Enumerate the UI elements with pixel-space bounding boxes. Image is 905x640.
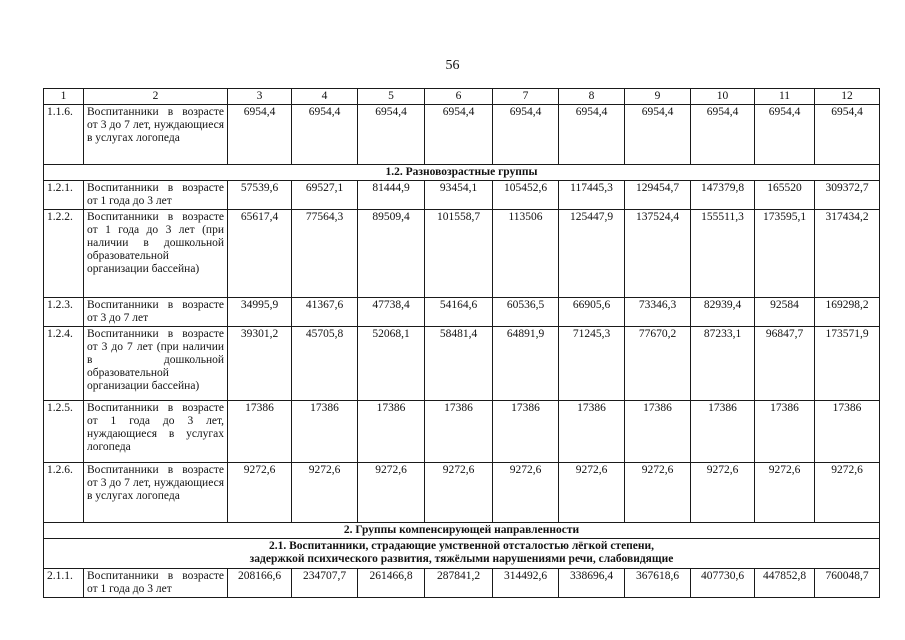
section-title-line: задержкой психического развития, тяжёлыми нарушениями речи, слабовидящие [249, 553, 674, 565]
table-row [44, 569, 880, 598]
value-cell: 66905,6 [559, 298, 625, 327]
value-cell: 173571,9 [815, 327, 880, 401]
value-cell: 60536,5 [493, 298, 559, 327]
row-description: Воспитанники в возрасте от 3 до 7 лет, нуждающиеся в услугах логопеда [84, 463, 228, 523]
table-row [44, 210, 880, 298]
value-cell: 39301,2 [228, 327, 292, 401]
section-header-row [44, 165, 880, 181]
value-cell: 77564,3 [292, 210, 358, 298]
value-cell: 129454,7 [625, 181, 691, 210]
value-cell: 96847,7 [755, 327, 815, 401]
value-cell: 45705,8 [292, 327, 358, 401]
value-cell: 73346,3 [625, 298, 691, 327]
section-title-line: 1.2. Разновозрастные группы [385, 166, 538, 178]
value-cell: 9272,6 [228, 463, 292, 523]
section-title-line: 2.1. Воспитанники, страдающие умственной отсталостью лёгкой степени, [268, 540, 655, 552]
value-cell: 317434,2 [815, 210, 880, 298]
row-description: Воспитанники в возрасте от 3 до 7 лет (при наличии в дошкольной образовательной организации бассейна) [84, 327, 228, 401]
value-cell: 17386 [292, 401, 358, 463]
value-cell: 6954,4 [358, 105, 425, 165]
value-cell: 125447,9 [559, 210, 625, 298]
value-cell: 208166,6 [228, 569, 292, 598]
value-cell: 173595,1 [755, 210, 815, 298]
value-cell: 17386 [559, 401, 625, 463]
row-description: Воспитанники в возрасте от 3 до 7 лет, нуждающиеся в услугах логопеда [84, 105, 228, 165]
section-title [44, 165, 880, 181]
value-cell: 6954,4 [691, 105, 755, 165]
value-cell: 169298,2 [815, 298, 880, 327]
value-cell: 287841,2 [425, 569, 493, 598]
value-cell: 147379,8 [691, 181, 755, 210]
value-cell: 165520 [755, 181, 815, 210]
value-cell: 17386 [493, 401, 559, 463]
section-title [44, 539, 880, 569]
column-header: 1 [44, 89, 84, 105]
value-cell: 9272,6 [755, 463, 815, 523]
value-cell: 407730,6 [691, 569, 755, 598]
table-row [44, 181, 880, 210]
row-number: 1.2.3. [44, 298, 84, 327]
value-cell: 9272,6 [292, 463, 358, 523]
value-cell: 81444,9 [358, 181, 425, 210]
value-cell: 65617,4 [228, 210, 292, 298]
value-cell: 71245,3 [559, 327, 625, 401]
value-cell: 314492,6 [493, 569, 559, 598]
value-cell: 77670,2 [625, 327, 691, 401]
value-cell: 137524,4 [625, 210, 691, 298]
value-cell: 17386 [228, 401, 292, 463]
section-header-row [44, 523, 880, 539]
value-cell: 105452,6 [493, 181, 559, 210]
value-cell: 117445,3 [559, 181, 625, 210]
value-cell: 9272,6 [625, 463, 691, 523]
column-header: 8 [559, 89, 625, 105]
value-cell: 69527,1 [292, 181, 358, 210]
row-description: Воспитанники в возрасте от 1 года до 3 лет [84, 569, 228, 598]
value-cell: 17386 [425, 401, 493, 463]
value-cell: 64891,9 [493, 327, 559, 401]
value-cell: 9272,6 [691, 463, 755, 523]
value-cell: 41367,6 [292, 298, 358, 327]
column-header-row [44, 89, 880, 105]
value-cell: 93454,1 [425, 181, 493, 210]
row-description: Воспитанники в возрасте от 1 года до 3 лет (при наличии в дошкольной образовательной организации бассейна) [84, 210, 228, 298]
value-cell: 17386 [358, 401, 425, 463]
value-cell: 6954,4 [493, 105, 559, 165]
value-cell: 52068,1 [358, 327, 425, 401]
column-header: 2 [84, 89, 228, 105]
row-description: Воспитанники в возрасте от 1 года до 3 лет, нуждающиеся в услугах логопеда [84, 401, 228, 463]
value-cell: 9272,6 [358, 463, 425, 523]
row-description: Воспитанники в возрасте от 1 года до 3 лет [84, 181, 228, 210]
value-cell: 17386 [625, 401, 691, 463]
value-cell: 89509,4 [358, 210, 425, 298]
table-row [44, 298, 880, 327]
column-header: 5 [358, 89, 425, 105]
section-header-row [44, 539, 880, 569]
value-cell: 6954,4 [559, 105, 625, 165]
value-cell: 261466,8 [358, 569, 425, 598]
section-title [44, 523, 880, 539]
value-cell: 92584 [755, 298, 815, 327]
value-cell: 338696,4 [559, 569, 625, 598]
value-cell: 17386 [815, 401, 880, 463]
value-cell: 87233,1 [691, 327, 755, 401]
column-header: 3 [228, 89, 292, 105]
page-number: 56 [445, 58, 460, 73]
row-number: 1.2.5. [44, 401, 84, 463]
value-cell: 17386 [691, 401, 755, 463]
tariff-table [43, 88, 880, 598]
value-cell: 9272,6 [425, 463, 493, 523]
value-cell: 6954,4 [755, 105, 815, 165]
value-cell: 9272,6 [815, 463, 880, 523]
table-row [44, 105, 880, 165]
value-cell: 17386 [755, 401, 815, 463]
value-cell: 57539,6 [228, 181, 292, 210]
value-cell: 760048,7 [815, 569, 880, 598]
value-cell: 155511,3 [691, 210, 755, 298]
value-cell: 6954,4 [292, 105, 358, 165]
column-header: 11 [755, 89, 815, 105]
row-number: 1.2.2. [44, 210, 84, 298]
value-cell: 6954,4 [625, 105, 691, 165]
value-cell: 9272,6 [559, 463, 625, 523]
row-number: 1.1.6. [44, 105, 84, 165]
column-header: 6 [425, 89, 493, 105]
column-header: 10 [691, 89, 755, 105]
value-cell: 447852,8 [755, 569, 815, 598]
value-cell: 82939,4 [691, 298, 755, 327]
row-number: 1.2.6. [44, 463, 84, 523]
value-cell: 309372,7 [815, 181, 880, 210]
value-cell: 367618,6 [625, 569, 691, 598]
value-cell: 6954,4 [815, 105, 880, 165]
value-cell: 47738,4 [358, 298, 425, 327]
table-row [44, 327, 880, 401]
value-cell: 113506 [493, 210, 559, 298]
value-cell: 101558,7 [425, 210, 493, 298]
column-header: 12 [815, 89, 880, 105]
row-number: 1.2.1. [44, 181, 84, 210]
value-cell: 58481,4 [425, 327, 493, 401]
column-header: 4 [292, 89, 358, 105]
row-number: 1.2.4. [44, 327, 84, 401]
section-title-line: 2. Группы компенсирующей направленности [343, 524, 580, 536]
row-number: 2.1.1. [44, 569, 84, 598]
value-cell: 234707,7 [292, 569, 358, 598]
value-cell: 6954,4 [425, 105, 493, 165]
table-row [44, 463, 880, 523]
column-header: 7 [493, 89, 559, 105]
table-row [44, 401, 880, 463]
value-cell: 6954,4 [228, 105, 292, 165]
column-header: 9 [625, 89, 691, 105]
value-cell: 34995,9 [228, 298, 292, 327]
row-description: Воспитанники в возрасте от 3 до 7 лет [84, 298, 228, 327]
value-cell: 54164,6 [425, 298, 493, 327]
value-cell: 9272,6 [493, 463, 559, 523]
